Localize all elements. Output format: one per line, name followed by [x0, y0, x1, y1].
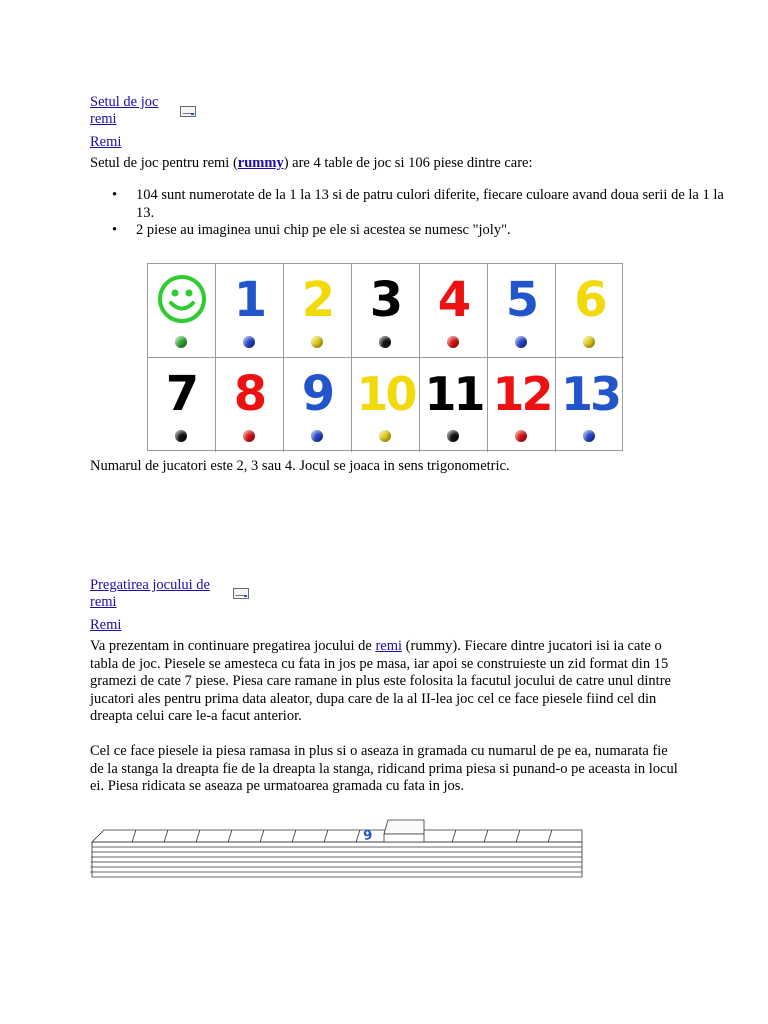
mail-icon[interactable] [180, 106, 196, 117]
list-item: • 2 piese au imaginea unui chip pe ele si acestea se numesc "joly". [136, 222, 736, 240]
section1-title-line1[interactable]: Setul de joc [90, 94, 159, 110]
intro-text-after: ) are 4 table de joc si 106 piese dintre care: [283, 155, 533, 171]
section2-title-line1[interactable]: Pregatirea jocului de [90, 577, 210, 593]
color-dot [243, 430, 255, 442]
number-tile [488, 358, 556, 452]
color-dot [515, 336, 527, 348]
number-tile [420, 264, 488, 358]
p1-text-after: (rummy). Fiecare dintre jucatori isi ia cate o tabla de joc. Piesele se amesteca cu fata in jos pe masa, iar apoi se construieste un zid format din 15 gramezi de cate 7 piese. Piesa care ramane in plus este folosita la facutul jocului de catre unul dintre jucatori ales pentru prima data aleator, dupa care de la al II-lea joc cel ce face piesele fiind cel din dreapta celui care le-a facut anterior. [90, 638, 671, 724]
color-dot [447, 430, 459, 442]
tile-wall-illustration [88, 818, 584, 880]
color-dot [379, 336, 391, 348]
number-tile [352, 358, 420, 452]
tile-number: 6 [574, 272, 606, 328]
number-tile [216, 358, 284, 452]
number-tile [284, 358, 352, 452]
p1-text-before: Va prezentam in continuare pregatirea jocului de [90, 638, 376, 654]
color-dot [515, 430, 527, 442]
wall-tile-number: 9 [362, 827, 374, 844]
section2-subtitle[interactable] [90, 617, 680, 635]
tiles-table [147, 263, 623, 451]
tile-number: 2 [301, 272, 334, 328]
section2-paragraph-2: Cel ce face piesele ia piesa ramasa in plus si o aseaza in gramada cu numarul de pe ea, numarata fie de la stanga la dreapta fie de la dreapta la stanga, ridicand prima piesa si punand-o pe aceasta in locul ei. Piesa ridicata se aseaza pe urmatoarea gramada cu fata in jos. [90, 743, 678, 794]
number-tile [352, 264, 420, 358]
tile-number: 8 [233, 366, 266, 422]
color-dot [311, 430, 323, 442]
number-tile [284, 264, 352, 358]
color-dot [175, 336, 187, 348]
joker-tile [148, 264, 216, 358]
tile-number: 7 [165, 366, 198, 422]
section1-subtitle[interactable] [90, 134, 680, 152]
number-tile [556, 358, 624, 452]
number-tile [148, 358, 216, 452]
section2-title-link[interactable] [90, 577, 220, 611]
color-dot [311, 336, 323, 348]
color-dot [379, 430, 391, 442]
color-dot [447, 336, 459, 348]
section1-title-line2[interactable]: remi [90, 111, 117, 127]
tile-number: 13 [560, 367, 619, 421]
tile-number: 10 [356, 367, 415, 421]
section2-subtitle-link[interactable]: Remi [90, 617, 122, 633]
players-text: Numarul de jucatori este 2, 3 sau 4. Jocul se joaca in sens trigonometric. [90, 458, 510, 474]
mail-icon[interactable] [233, 588, 249, 599]
smiley-icon [157, 274, 207, 324]
color-dot [583, 430, 595, 442]
pieces-list [90, 187, 736, 240]
list-item: • 104 sunt numerotate de la 1 la 13 si de patru culori diferite, fiecare culoare avand doua serii de la 1 la 13. [136, 187, 736, 222]
intro-text-before: Setul de joc pentru remi ( [90, 155, 238, 171]
section2-paragraph-1 [90, 638, 680, 726]
tile-number: 3 [369, 272, 402, 328]
remi-link[interactable]: remi [375, 638, 403, 654]
tile-number: 9 [301, 366, 334, 422]
color-dot [583, 336, 595, 348]
tile-number: 4 [437, 272, 470, 328]
tile-number: 12 [492, 367, 551, 421]
section2-title-line2[interactable]: remi [90, 594, 117, 610]
tile-number: 11 [424, 367, 483, 421]
number-tile [216, 264, 284, 358]
number-tile [420, 358, 488, 452]
number-tile [556, 264, 624, 358]
section1-intro [90, 155, 680, 173]
section1-title-link[interactable] [90, 94, 170, 128]
number-tile [488, 264, 556, 358]
tile-number: 5 [505, 272, 538, 328]
tile-number: 1 [233, 272, 266, 328]
color-dot [243, 336, 255, 348]
section1-subtitle-link[interactable]: Remi [90, 134, 122, 150]
color-dot [175, 430, 187, 442]
rummy-link[interactable]: rummy [237, 155, 284, 171]
